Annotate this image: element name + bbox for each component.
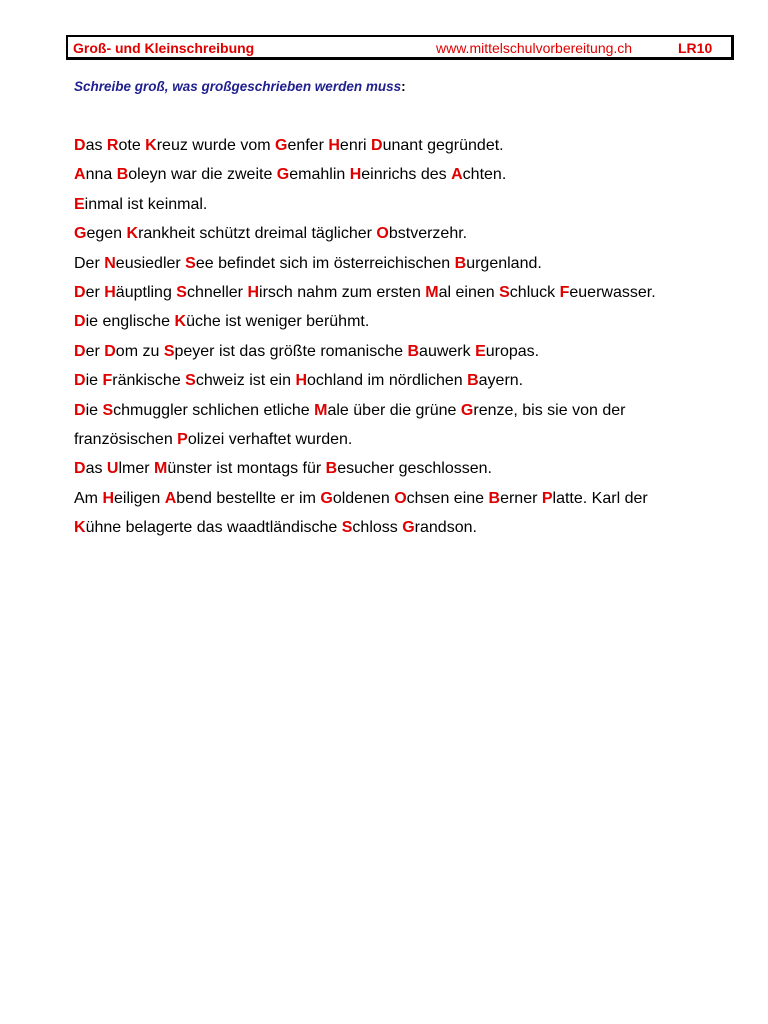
sentence-text: einrichs des <box>361 166 452 184</box>
worksheet-title: Groß- und Kleinschreibung <box>73 40 255 56</box>
capital-letter: S <box>176 284 187 302</box>
capital-letter: O <box>376 225 389 243</box>
capital-letter: D <box>371 137 383 154</box>
sentence-line <box>74 307 754 336</box>
sentence-text: er <box>85 342 105 360</box>
sentence-text: irsch nahm zum ersten <box>259 284 426 302</box>
capital-letter: B <box>488 489 501 507</box>
sentence-text: euerwasser. <box>569 284 656 302</box>
sentence-text: äuptling <box>115 284 177 302</box>
sentence-text: ale über die grüne <box>327 401 461 419</box>
sentence-text: rankheit schützt dreimal täglicher <box>138 225 377 243</box>
sentence-line <box>74 190 754 219</box>
sentence-line <box>74 160 754 189</box>
capital-letter: S <box>102 401 114 419</box>
sentence-text: auwerk <box>419 342 476 360</box>
capital-letter: D <box>74 137 86 154</box>
capital-letter: D <box>74 284 86 302</box>
capital-letter: K <box>126 225 139 243</box>
capital-letter: G <box>276 166 290 184</box>
sentence-text: bend bestellte er im <box>176 489 321 507</box>
sentence-text: reuz wurde vom <box>156 137 275 154</box>
sentence-text: peyer ist das größte romanische <box>174 342 408 360</box>
capital-letter: M <box>154 460 168 478</box>
capital-letter: S <box>163 342 175 360</box>
sentence-text: ie <box>85 401 103 419</box>
capital-letter: F <box>559 284 570 302</box>
capital-letter: K <box>74 519 86 537</box>
sentence-text: französischen <box>74 431 178 449</box>
capital-letter: S <box>341 519 353 537</box>
sentence-line <box>74 249 754 278</box>
capital-letter: P <box>177 431 188 449</box>
sentence-text: chweiz ist ein <box>195 372 296 390</box>
worksheet-header <box>66 35 734 60</box>
sentence-line <box>74 396 754 425</box>
capital-letter: N <box>104 254 116 272</box>
sentence-text: urgenland. <box>466 254 542 272</box>
sentence-text: ote <box>118 137 146 154</box>
sentence-text: ühne belagerte das waadtländische <box>85 519 342 537</box>
sentence-line <box>74 366 754 395</box>
capital-letter: G <box>74 225 87 243</box>
capital-letter: G <box>320 489 333 507</box>
capital-letter: P <box>541 489 553 507</box>
capital-letter: D <box>74 372 86 390</box>
capital-letter: A <box>164 489 177 507</box>
capital-letter: B <box>325 460 338 478</box>
sentence-text: randson. <box>414 519 477 537</box>
capital-letter: E <box>74 195 85 213</box>
sentence-text: oldenen <box>332 489 395 507</box>
instruction-text: Schreibe groß, was großgeschrieben werden muss <box>74 79 402 94</box>
sentence-text: olizei verhaftet wurden. <box>187 431 353 449</box>
sentence-line <box>74 337 754 366</box>
sentence-text: renze, bis sie von der <box>473 401 626 419</box>
sentence-text: ünster ist montags für <box>167 460 326 478</box>
capital-letter: B <box>116 166 129 184</box>
sentence-text: as <box>85 137 107 154</box>
instruction-colon: : <box>401 79 406 94</box>
sentence-text: egen <box>86 225 127 243</box>
sentence-text: oleyn war die zweite <box>128 166 277 184</box>
sentence-text: eusiedler <box>115 254 186 272</box>
capital-letter: H <box>349 166 362 184</box>
sentence-text: ee befindet sich im österreichischen <box>195 254 455 272</box>
sentence-text: Am <box>74 489 103 507</box>
capital-letter: M <box>425 284 439 302</box>
sentence-text: eiligen <box>114 489 165 507</box>
capital-letter: B <box>407 342 420 360</box>
sentence-list <box>74 131 754 543</box>
capital-letter: E <box>475 342 486 360</box>
capital-letter: S <box>185 372 196 390</box>
capital-letter: G <box>274 137 288 154</box>
sentence-text: lmer <box>118 460 155 478</box>
sentence-text: Der <box>74 254 105 272</box>
sentence-text: nna <box>85 166 117 184</box>
sentence-line <box>74 219 754 248</box>
sentence-line <box>74 513 754 542</box>
sentence-line <box>74 454 754 483</box>
website-url: www.mittelschulvorbereitung.ch <box>436 40 633 56</box>
sentence-text: uropas. <box>485 342 540 360</box>
capital-letter: G <box>460 401 474 419</box>
capital-letter: R <box>106 137 119 154</box>
worksheet-code: LR10 <box>678 40 713 56</box>
capital-letter: H <box>104 284 116 302</box>
capital-letter: U <box>106 460 119 478</box>
sentence-text: chsen eine <box>406 489 489 507</box>
sentence-text: ie <box>85 372 103 390</box>
sentence-text: chmuggler schlichen etliche <box>113 401 315 419</box>
sentence-text: enfer <box>287 137 329 154</box>
sentence-text: enri <box>339 137 372 154</box>
capital-letter: G <box>402 519 415 537</box>
instruction <box>74 79 406 94</box>
sentence-text: chten. <box>462 166 507 184</box>
sentence-text: er <box>85 284 105 302</box>
sentence-text: as <box>85 460 107 478</box>
capital-letter: H <box>295 372 307 390</box>
capital-letter: D <box>104 342 116 360</box>
sentence-text: unant gegründet. <box>382 137 504 154</box>
sentence-line <box>74 484 754 513</box>
capital-letter: D <box>74 342 86 360</box>
sentence-text: chneller <box>186 284 248 302</box>
sentence-text: esucher geschlossen. <box>337 460 492 478</box>
sentence-text: emahlin <box>289 166 350 184</box>
capital-letter: H <box>328 137 340 154</box>
sentence-line <box>74 131 754 160</box>
sentence-text: ränkische <box>112 372 186 390</box>
capital-letter: A <box>451 166 463 184</box>
capital-letter: S <box>499 284 510 302</box>
capital-letter: B <box>467 372 479 390</box>
sentence-text: ochland im nördlichen <box>307 372 468 390</box>
capital-letter: S <box>185 254 196 272</box>
sentence-text: latte. Karl der <box>552 489 648 507</box>
sentence-text: bstverzehr. <box>388 225 468 243</box>
capital-letter: B <box>454 254 467 272</box>
sentence-line <box>74 425 754 454</box>
sentence-text: al einen <box>438 284 500 302</box>
capital-letter: H <box>247 284 260 302</box>
sentence-text: ayern. <box>478 372 524 390</box>
capital-letter: D <box>74 401 86 419</box>
capital-letter: K <box>174 313 187 331</box>
sentence-text: üche ist weniger berühmt. <box>186 313 370 331</box>
capital-letter: M <box>314 401 328 419</box>
sentence-text: om zu <box>115 342 164 360</box>
capital-letter: H <box>102 489 115 507</box>
capital-letter: D <box>74 460 86 478</box>
sentence-line <box>74 278 754 307</box>
sentence-text: chloss <box>352 519 403 537</box>
capital-letter: F <box>102 372 113 390</box>
sentence-text: ie englische <box>85 313 175 331</box>
sentence-text: chluck <box>509 284 560 302</box>
capital-letter: O <box>394 489 407 507</box>
sentence-text: inmal ist keinmal. <box>84 195 208 213</box>
capital-letter: K <box>145 137 157 154</box>
capital-letter: A <box>74 166 86 184</box>
capital-letter: D <box>74 313 86 331</box>
sentence-text: erner <box>500 489 542 507</box>
